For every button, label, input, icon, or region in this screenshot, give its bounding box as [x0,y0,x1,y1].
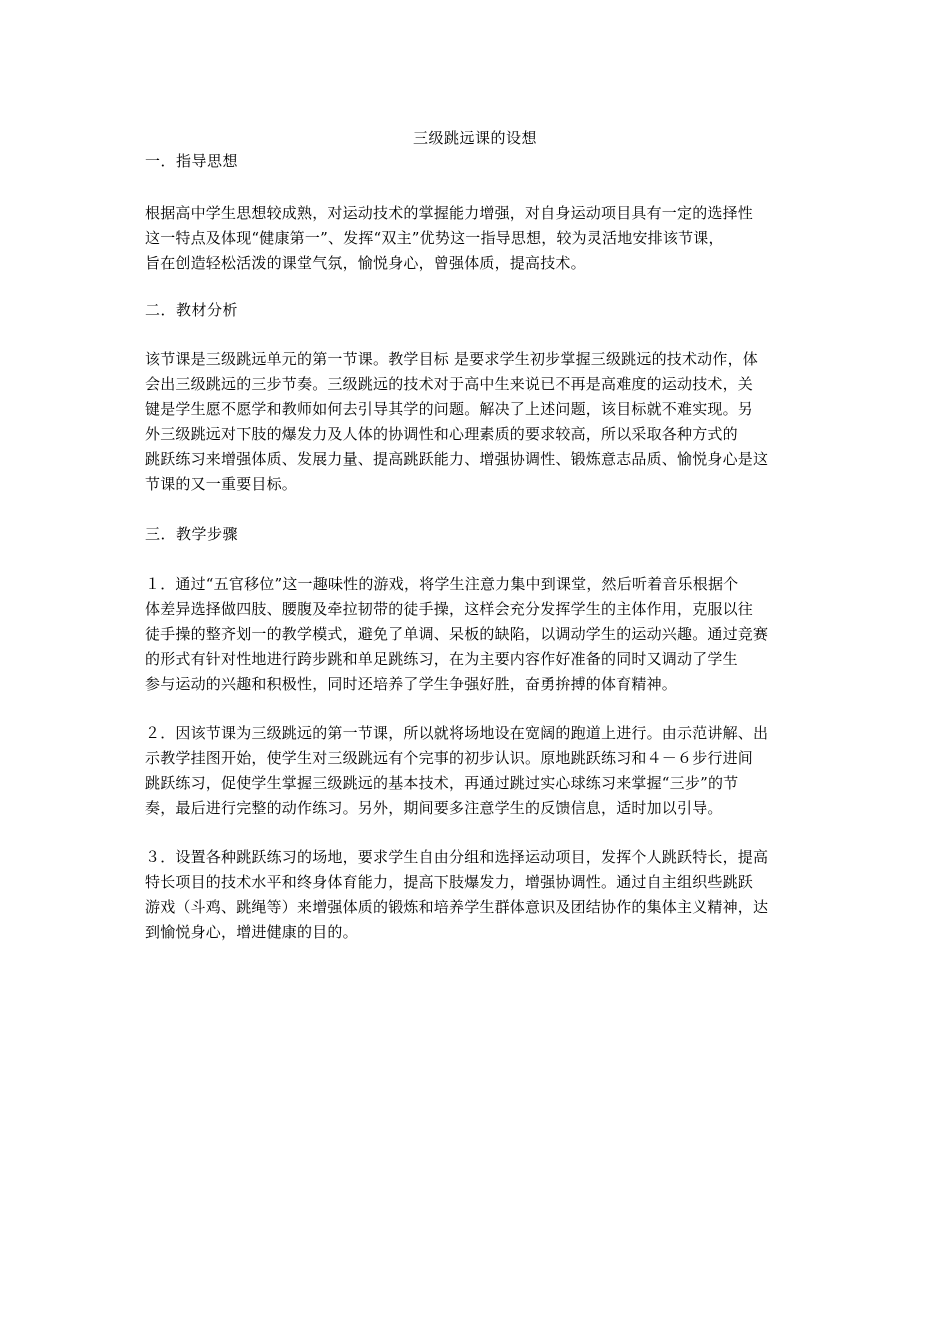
section-heading-material-analysis: 二．教材分析 [145,301,239,319]
paragraph [145,721,811,821]
paragraph-line: 节课的又一重要目标。 [145,475,298,493]
section-heading-teaching-steps: 三．教学步骤 [145,525,239,543]
paragraph-line: 键是学生愿不愿学和教师如何去引导其学的问题。解决了上述问题，该目标就不难实现。另 [145,400,754,418]
paragraph-line: 的形式有针对性地进行跨步跳和单足跳练习，在为主要内容作好准备的同时又调动了学生 [145,650,738,668]
paragraph-line: 跳跃练习来增强体质、发展力量、提高跳跃能力、增强协调性、锻炼意志品质、愉悦身心是这 [145,450,769,468]
paragraph-line: 外三级跳远对下肢的爆发力及人体的协调性和心理素质的要求较高，所以采取各种方式的 [145,425,738,443]
paragraph [145,201,811,276]
paragraph [145,845,811,945]
paragraph-line: 徒手操的整齐划一的教学模式，避免了单调、呆板的缺陷，以调动学生的运动兴趣。通过竞赛 [145,625,769,643]
paragraph [145,572,811,697]
paragraph-line: １．通过“五官移位”这一趣味性的游戏，将学生注意力集中到课堂，然后听着音乐根据个 [145,575,739,593]
paragraph-line: 根据高中学生思想较成熟，对运动技术的掌握能力增强，对自身运动项目具有一定的选择性 [145,204,754,222]
paragraph-line: 游戏（斗鸡、跳绳等）来增强体质的锻炼和培养学生群体意识及团结协作的集体主义精神，达 [145,898,769,916]
page-title: 三级跳远课的设想 [412,129,537,147]
paragraph-line: 这一特点及体现“健康第一”、发挥“双主”优势这一指导思想，较为灵活地安排该节课， [145,229,724,247]
paragraph-line: 示教学挂图开始，使学生对三级跳远有个完事的初步认识。原地跳跃练习和４－６步行进间 [145,749,754,767]
paragraph-line: 奏，最后进行完整的动作练习。另外，期间要多注意学生的反馈信息，适时加以引导。 [145,799,723,817]
paragraph-line: 该节课是三级跳远单元的第一节课。教学目标 是要求学生初步掌握三级跳远的技术动作，体 [145,350,758,368]
paragraph-line: 旨在创造轻松活泼的课堂气氛，愉悦身心，曾强体质，提高技术。 [145,254,586,272]
paragraph-line: 特长项目的技术水平和终身体育能力，提高下肢爆发力，增强协调性。通过自主组织些跳跃 [145,873,754,891]
paragraph-line: ３．设置各种跳跃练习的场地，要求学生自由分组和选择运动项目，发挥个人跳跃特长，提高 [145,848,769,866]
paragraph-line: 跳跃练习，促使学生掌握三级跳远的基本技术，再通过跳过实心球练习来掌握“三步”的节 [145,774,739,792]
paragraph-line: 参与运动的兴趣和积极性，同时还培养了学生争强好胜，奋勇拚搏的体育精神。 [145,675,678,693]
paragraph-line: 到愉悦身心，增进健康的目的。 [145,923,358,941]
paragraph-line: 体差异选择做四肢、腰腹及牵拉韧带的徒手操，这样会充分发挥学生的主体作用，克服以往 [145,600,754,618]
paragraph-line: 会出三级跳远的三步节奏。三级跳远的技术对于高中生来说已不再是高难度的运动技术，关 [145,375,754,393]
paragraph [145,347,811,497]
paragraph-line: ２．因该节课为三级跳远的第一节课，所以就将场地设在宽阔的跑道上进行。由示范讲解、出 [145,724,769,742]
section-heading-guiding-thought: 一．指导思想 [145,152,239,170]
